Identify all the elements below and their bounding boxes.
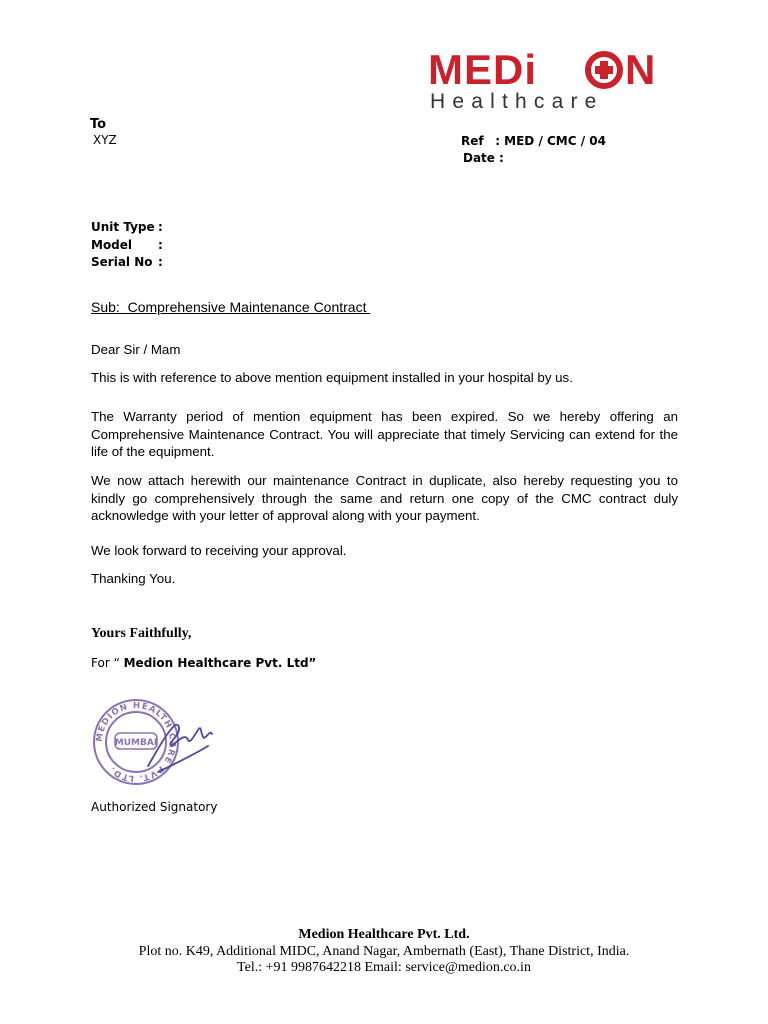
stamp-outer-text: MEDION HEALTH CARE PVT. LTD. <box>94 700 178 784</box>
logo-cross-icon <box>588 54 620 86</box>
model-colon: : <box>158 237 163 252</box>
ref-label: Ref <box>461 134 484 148</box>
paragraph-thanking: Thanking You. <box>91 571 176 586</box>
paragraph-look-forward: We look forward to receiving your approval. <box>91 543 347 558</box>
date-label: Date <box>463 151 495 165</box>
logo-word-left: MEDi <box>428 48 537 93</box>
salutation: Dear Sir / Mam <box>91 342 181 357</box>
for-prefix: For “ <box>91 656 124 670</box>
unit-type-label: Unit Type <box>91 220 155 234</box>
reference-block <box>461 133 606 167</box>
closing-yours-faithfully: Yours Faithfully, <box>91 626 192 641</box>
unit-type-colon: : <box>158 220 163 234</box>
authorized-signatory: Authorized Signatory <box>91 800 218 814</box>
serial-no-colon: : <box>158 255 163 269</box>
footer-company: Medion Healthcare Pvt. Ltd. <box>298 927 470 942</box>
for-company-line <box>91 656 316 670</box>
company-logo <box>428 48 678 114</box>
footer-contact: Tel.: +91 9987642218 Email: service@medion.co.in <box>237 960 531 975</box>
paragraph-warranty: The Warranty period of mention equipment has been expired. So we hereby offering an Comprehensive Maintenance Contract. You will appreciate that timely Servicing can extend for the life of the equipment. <box>91 409 678 459</box>
model-label: Model <box>91 237 133 252</box>
paragraph-reference: This is with reference to above mention equipment installed in your hospital by us. <box>91 370 573 385</box>
date-value: : <box>499 151 504 165</box>
logo-word-right: N <box>625 48 656 93</box>
for-company-name: Medion Healthcare Pvt. Ltd” <box>123 656 317 670</box>
equipment-fields <box>91 219 163 272</box>
recipient-name: XYZ <box>93 133 117 147</box>
ref-value: : MED / CMC / 04 <box>495 134 606 148</box>
footer-address: Plot no. K49, Additional MIDC, Anand Nagar, Ambernath (East), Thane District, India. <box>138 944 630 959</box>
stamp-center-text: MUMBAI <box>114 738 158 748</box>
serial-no-label: Serial No <box>91 255 153 269</box>
paragraph-attachment: We now attach herewith our maintenance Contract in duplicate, also hereby requesting you to kindly go comprehensively through the same and return one copy of the CMC contract duly acknowledge with your letter of approval along with your payment. <box>91 473 678 523</box>
to-label: To <box>90 117 107 132</box>
logo-sub: Healthcare <box>430 90 604 113</box>
subject-line: Sub: Comprehensive Maintenance Contract <box>91 299 371 315</box>
company-stamp <box>88 694 228 790</box>
